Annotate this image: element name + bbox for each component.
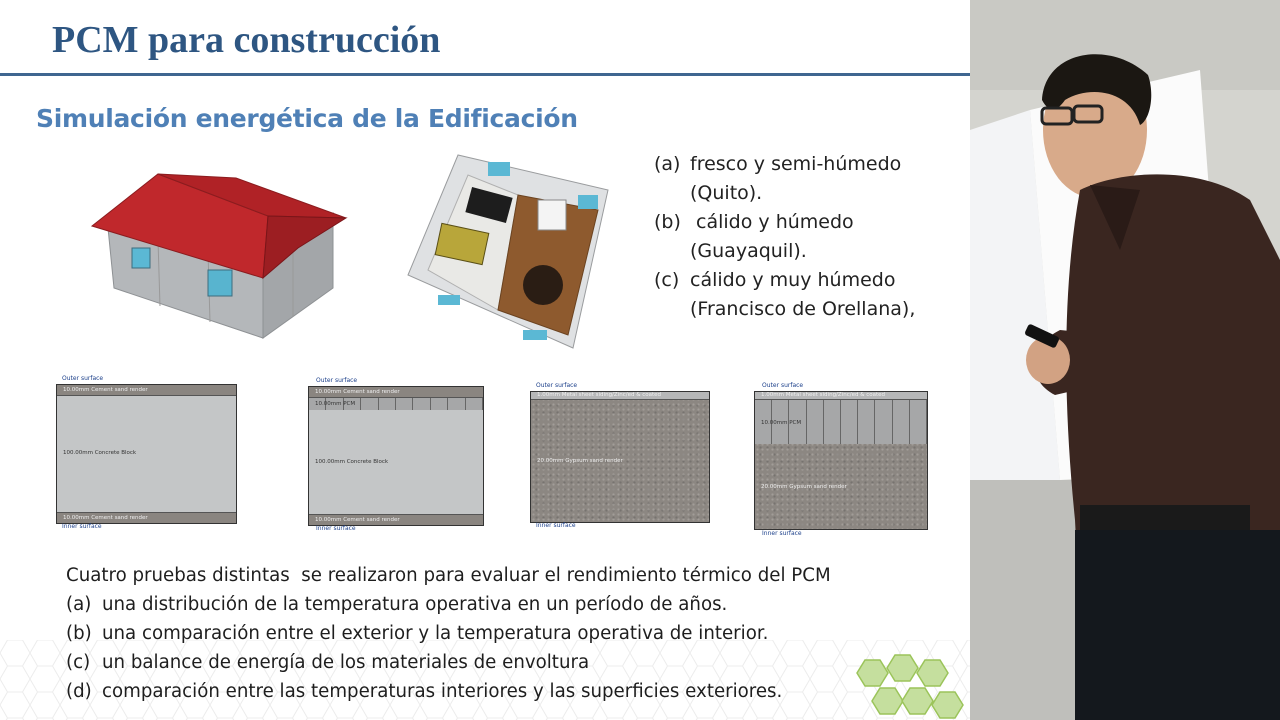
wall-section-concrete	[56, 384, 237, 524]
layer-label: 10.00mm PCM	[315, 401, 356, 407]
house-interior-render	[398, 150, 618, 350]
climate-item	[654, 208, 915, 266]
climate-list	[654, 150, 915, 324]
outer-surface-label: Outer surface	[762, 382, 804, 389]
slide-subtitle: Simulación energética de la Edificación	[36, 104, 578, 133]
wall-section-gypsum-pcm	[754, 391, 928, 530]
inner-surface-label: Inner surface	[536, 522, 576, 529]
climate-label: (b)	[654, 211, 681, 233]
house-exterior-render	[88, 168, 350, 340]
presenter-video	[970, 0, 1280, 720]
outer-surface-label: Outer surface	[316, 377, 358, 384]
test-label: (c)	[66, 652, 91, 673]
layer-label: 10.00mm Cement sand render	[63, 387, 148, 393]
layer-label: 10.00mm Cement sand render	[315, 389, 400, 395]
test-label: (b)	[66, 623, 92, 644]
title-divider	[0, 73, 970, 76]
wall-section-gypsum	[530, 391, 710, 523]
test-item	[66, 677, 831, 706]
test-label: (a)	[66, 594, 92, 615]
layer-label: 10.00mm PCM	[761, 420, 802, 426]
layer-label: 10.00mm Cement sand render	[315, 517, 400, 523]
layer-label: 20.00mm Gypsum sand render	[537, 458, 623, 464]
inner-surface-label: Inner surface	[62, 523, 102, 530]
test-text: una comparación entre el exterior y la temperatura operativa de interior.	[102, 623, 769, 644]
climate-city: (Francisco de Orellana),	[690, 298, 916, 320]
test-text: un balance de energía de los materiales de envoltura	[102, 652, 590, 673]
layer-label: 10.00mm Cement sand render	[63, 515, 148, 521]
climate-item	[654, 150, 915, 208]
test-item	[66, 648, 831, 677]
inner-surface-label: Inner surface	[316, 525, 356, 532]
climate-item	[654, 266, 915, 324]
test-text: comparación entre las temperaturas interiores y las superficies exteriores.	[102, 681, 783, 702]
climate-text: cálido y muy húmedo	[690, 269, 896, 291]
climate-text: cálido y húmedo	[690, 211, 854, 233]
test-item	[66, 619, 831, 648]
tests-description	[66, 561, 831, 706]
test-label: (d)	[66, 681, 92, 702]
climate-city: (Quito).	[690, 182, 763, 204]
outer-surface-label: Outer surface	[536, 382, 578, 389]
presenter-figure	[970, 0, 1280, 720]
layer-label: 1.00mm Metal sheet siding/Zinc/ed & coated	[537, 392, 662, 398]
climate-label: (a)	[654, 153, 681, 175]
layer-label: 20.00mm Gypsum sand render	[761, 484, 847, 490]
wall-section-concrete-pcm	[308, 386, 484, 526]
tests-intro: Cuatro pruebas distintas se realizaron para evaluar el rendimiento térmico del PCM	[66, 565, 831, 586]
test-text: una distribución de la temperatura operativa en un período de años.	[102, 594, 728, 615]
test-item	[66, 590, 831, 619]
climate-text: fresco y semi-húmedo	[690, 153, 902, 175]
outer-surface-label: Outer surface	[62, 375, 104, 382]
layer-label: 100.00mm Concrete Block	[63, 450, 137, 456]
climate-city: (Guayaquil).	[690, 240, 807, 262]
slide-title: PCM para construcción	[52, 19, 441, 61]
layer-label: 100.00mm Concrete Block	[315, 459, 389, 465]
layer-label: 1.00mm Metal sheet siding/Zinc/ed & coated	[761, 392, 886, 398]
climate-label: (c)	[654, 269, 680, 291]
inner-surface-label: Inner surface	[762, 530, 802, 537]
